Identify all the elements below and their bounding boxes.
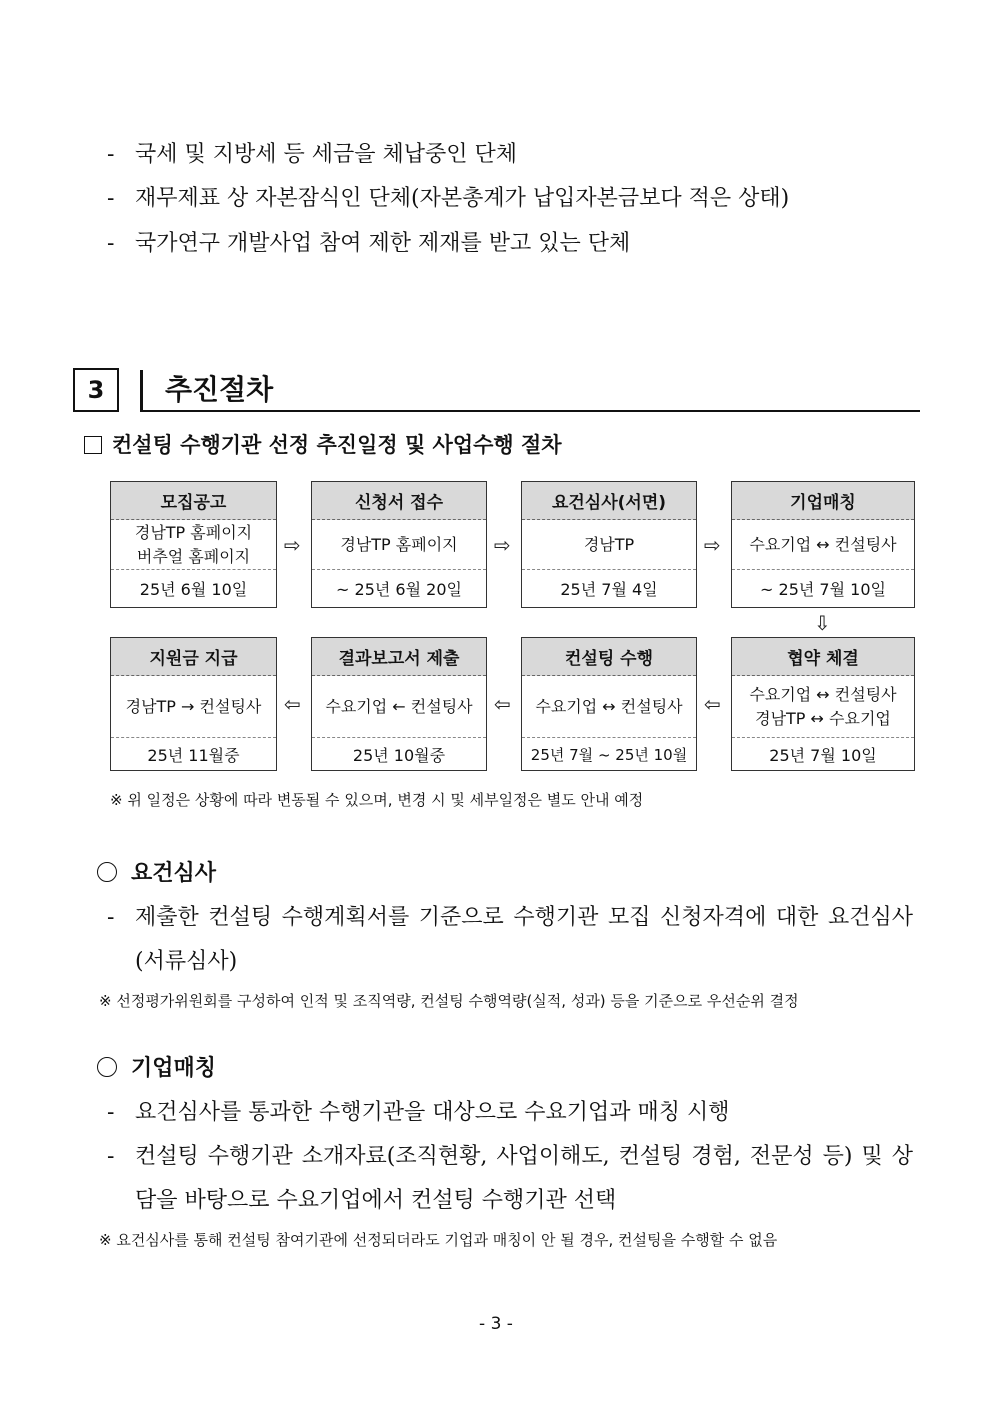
circle-bullet-icon [97,862,117,882]
section-divider [140,370,143,412]
step-body: 경남TP 홈페이지 버추얼 홈페이지 [111,520,276,570]
step-date: 25년 7월 ~ 25년 10월 [530,745,688,764]
step-eligibility-review [521,481,697,608]
checkbox-square-icon [84,436,102,454]
step-body: 경남TP 홈페이지 [312,520,486,570]
arrow-left-icon: ⇦ [704,692,721,716]
step-consulting-execution [521,637,697,771]
step-title: 요건심사(서면) [522,482,696,520]
step-body: 수요기업 ↔ 컨설팅사 [732,520,914,570]
matching-item-1: - 요건심사를 통과한 수행기관을 대상으로 수요기업과 매칭 시행 [107,1100,730,1125]
step-title: 컨설팅 수행 [522,638,696,676]
step-title: 기업매칭 [732,482,914,520]
arrow-right-icon: ⇨ [704,533,721,557]
step-date: 25년 11월중 [147,745,240,765]
step-title: 지원금 지급 [111,638,276,676]
step-title: 협약 체결 [732,638,914,676]
step-result-report [311,637,487,771]
section-number: 3 [73,368,119,412]
matching-heading: 기업매칭 [97,1054,216,1084]
exclusion-item-2: - 재무제표 상 자본잠식인 단체(자본총계가 납입자본금보다 적은 상태) [107,186,790,211]
step-date: ~ 25년 6월 20일 [336,580,462,599]
schedule-note: ※ 위 일정은 상황에 따라 변동될 수 있으며, 변경 시 및 세부일정은 별도 안내 예정 [110,791,644,809]
arrow-right-icon: ⇨ [284,533,301,557]
step-subsidy-payment [110,637,277,771]
step-date: 25년 6월 10일 [139,580,248,599]
step-body: 수요기업 ↔ 컨설팅사 [522,676,696,738]
review-heading: 요건심사 [97,859,216,889]
step-date: ~ 25년 7월 10일 [760,580,886,599]
step-body: 경남TP → 컨설팅사 [111,676,276,738]
arrow-right-icon: ⇨ [494,533,511,557]
step-title: 모집공고 [111,482,276,520]
step-title: 신청서 접수 [312,482,486,520]
step-body: 경남TP [522,520,696,570]
review-item: - 제출한 컨설팅 수행계획서를 기준으로 수행기관 모집 신청자격에 대한 요건심사(서류심사) [107,905,913,974]
step-application-receipt [311,481,487,608]
arrow-left-icon: ⇦ [284,692,301,716]
step-date: 25년 7월 4일 [560,580,658,599]
step-body: 수요기업 ↔ 컨설팅사 경남TP ↔ 수요기업 [732,676,914,738]
review-note: ※ 선정평가위원회를 구성하여 인적 및 조직역량, 컨설팅 수행역량(실적, 성과) 등을 기준으로 우선순위 결정 [99,992,799,1010]
matching-note: ※ 요건심사를 통해 컨설팅 참여기관에 선정되더라도 기업과 매칭이 안 될 경우, 컨설팅을 수행할 수 없음 [99,1231,778,1249]
page-number: - 3 - [479,1314,513,1334]
arrow-left-icon: ⇦ [494,692,511,716]
step-body: 수요기업 ← 컨설팅사 [312,676,486,738]
arrow-down-icon: ⇩ [814,611,831,635]
procedure-subheading: 컨설팅 수행기관 선정 추진일정 및 사업수행 절차 [84,430,562,460]
section-title: 추진절차 [165,373,274,406]
section-underline [140,410,920,412]
step-date: 25년 10월중 [352,745,446,765]
matching-item-2: - 컨설팅 수행기관 소개자료(조직현황, 사업이해도, 컨설팅 경험, 전문성 등) 및 상담을 바탕으로 수요기업에서 컨설팅 수행기관 선택 [107,1144,913,1213]
step-title: 결과보고서 제출 [312,638,486,676]
step-agreement-signing [731,637,915,771]
step-company-matching [731,481,915,608]
circle-bullet-icon [97,1057,117,1077]
step-recruitment-notice [110,481,277,608]
step-date: 25년 7월 10일 [769,745,877,765]
exclusion-item-1: - 국세 및 지방세 등 세금을 체납중인 단체 [107,142,517,167]
exclusion-item-3: - 국가연구 개발사업 참여 제한 제재를 받고 있는 단체 [107,231,631,256]
